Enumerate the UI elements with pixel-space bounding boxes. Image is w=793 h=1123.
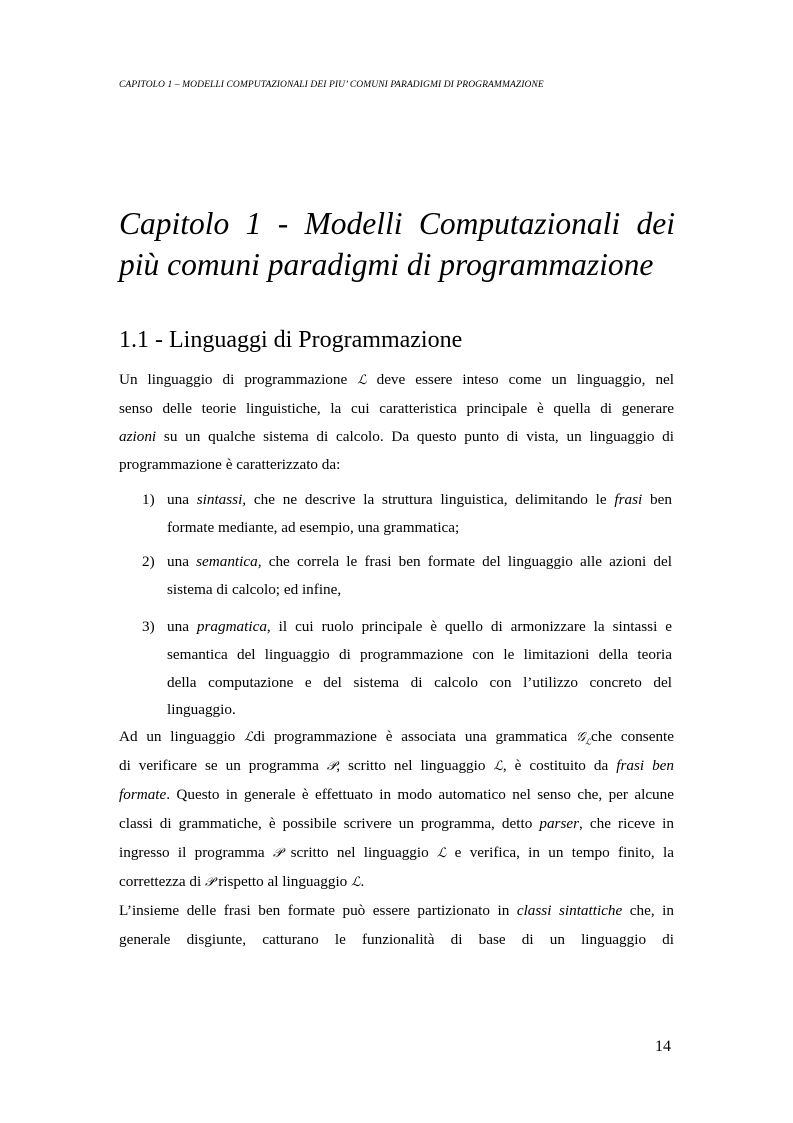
language-symbol-L: ℒ [493, 759, 503, 774]
paragraph-3-line: L’insieme delle frasi ben formate può essere partizionato in classi sintattiche che, in [119, 902, 674, 919]
paragraph-3-line: generale disgiunte, catturano le funzionalità di base di un linguaggio di [119, 931, 674, 948]
paragraph-1-line: Un linguaggio di programmazione ℒ deve essere inteso come un linguaggio, nel [119, 371, 674, 388]
paragraph-2-line: correttezza di 𝒫 rispetto al linguaggio ℒ. [119, 873, 365, 890]
paragraph-1-line: programmazione è caratterizzato da: [119, 456, 341, 473]
language-symbol-L: ℒ [357, 373, 367, 388]
paragraph-1-line: azioni su un qualche sistema di calcolo. Da questo punto di vista, un linguaggio di [119, 428, 674, 445]
chapter-title-line-1: Capitolo 1 - Modelli Computazionali dei [119, 206, 675, 241]
list-item-number: 3) [142, 618, 155, 635]
list-item-line: sistema di calcolo; ed infine, [167, 581, 342, 598]
list-item-line: una pragmatica, il cui ruolo principale è quello di armonizzare la sintassi e [167, 618, 672, 635]
program-symbol-P: 𝒫 [205, 875, 215, 890]
list-item-line: semantica del linguaggio di programmazione con le limitazioni della teoria [167, 646, 672, 663]
paragraph-2-line: di verificare se un programma 𝒫, scritto nel linguaggio ℒ, è costituito da frasi ben [119, 757, 674, 774]
paragraph-2-line: formate. Questo in generale è effettuato in modo automatico nel senso che, per alcune [119, 786, 674, 803]
chapter-title [119, 203, 675, 285]
paragraph-2-line: Ad un linguaggio ℒdi programmazione è associata una grammatica 𝒢$_ℒ$che consente [119, 728, 675, 747]
program-symbol-P: 𝒫 [326, 759, 337, 774]
list-item-number: 1) [142, 491, 155, 508]
paragraph-1-line: senso delle teorie linguistiche, la cui caratteristica principale è quella di generare [119, 400, 674, 417]
paragraph-2-line: classi di grammatiche, è possibile scrivere un programma, detto parser, che riceve in [119, 815, 674, 832]
chapter-title-line-2: più comuni paradigmi di programmazione [119, 247, 654, 282]
program-symbol-P: 𝒫 [272, 846, 283, 861]
list-item-number: 2) [142, 553, 155, 570]
list-item-line: linguaggio. [167, 701, 236, 718]
section-heading: 1.1 - Linguaggi di Programmazione [119, 327, 463, 353]
paragraph-2-line: ingresso il programma 𝒫 scritto nel linguaggio ℒ e verifica, in un tempo finito, la [119, 844, 674, 861]
language-symbol-L: ℒ [244, 730, 254, 745]
list-item-line: una sintassi, che ne descrive la struttura linguistica, delimitando le frasi ben [167, 491, 672, 508]
page-number: 14 [655, 1038, 671, 1055]
list-item-line: della computazione e del sistema di calcolo con l’utilizzo concreto del [167, 674, 672, 691]
running-header: CAPITOLO 1 – MODELLI COMPUTAZIONALI DEI PIU’ COMUNI PARADIGMI DI PROGRAMMAZIONE [119, 80, 544, 90]
list-item-line: formate mediante, ad esempio, una grammatica; [167, 519, 460, 536]
list-item-line: una semantica, che correla le frasi ben formate del linguaggio alle azioni del [167, 553, 672, 570]
language-symbol-L: ℒ [437, 846, 447, 861]
grammar-symbol-G: 𝒢$_ℒ$ [575, 730, 592, 747]
language-symbol-L: ℒ [351, 875, 361, 890]
